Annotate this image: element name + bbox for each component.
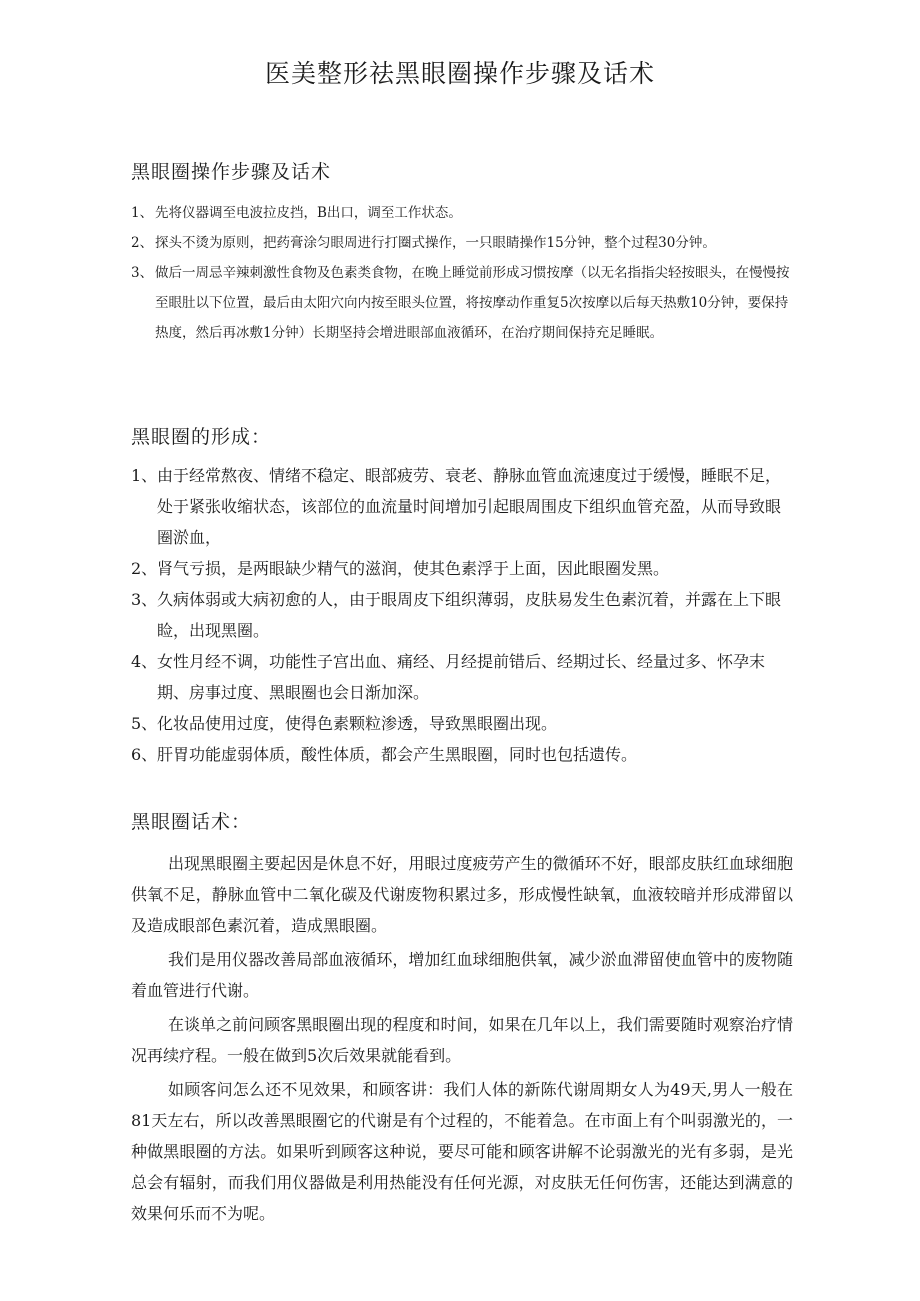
list-item xyxy=(131,228,796,258)
steps-heading: 黑眼圈操作步骤及话术 xyxy=(131,161,332,183)
script-body xyxy=(131,848,793,1232)
script-paragraph: 如顾客问怎么还不见效果，和顾客讲：我们人体的新陈代谢周期女人为49天,男人一般在81天左右，所以改善黑眼圈它的代谢是有个过程的，不能着急。在市面上有个叫弱激光的，一种做黑眼圈的方法。如果听到顾客这种说，要尽可能和顾客讲解不论弱激光的光有多弱，是光总会有辐射，而我们用仪器做是利用热能没有任何光源，对皮肤无任何伤害，还能达到满意的效果何乐而不为呢。 xyxy=(131,1080,793,1223)
list-item-number: 6、 xyxy=(131,745,158,764)
list-item-number: 4、 xyxy=(131,652,158,671)
list-item-number: 2、 xyxy=(131,559,158,578)
list-item-number: 3、 xyxy=(131,590,158,609)
script-paragraph: 出现黑眼圈主要起因是休息不好，用眼过度疲劳产生的微循环不好，眼部皮肤红血球细胞供氧不足，静脉血管中二氧化碳及代谢废物积累过多，形成慢性缺氧，血液较暗并形成滞留以及造成眼部色素沉着，造成黑眼圈。 xyxy=(131,854,793,935)
list-item-number: 5、 xyxy=(131,714,158,733)
causes-list xyxy=(131,460,796,770)
list-item-number: 3、 xyxy=(131,265,154,281)
list-item-number: 1、 xyxy=(131,466,158,485)
list-item xyxy=(131,460,796,553)
script-paragraph: 在谈单之前问顾客黑眼圈出现的程度和时间，如果在几年以上，我们需要随时观察治疗情况再续疗程。一般在做到5次后效果就能看到。 xyxy=(131,1015,793,1065)
list-item-text: 探头不烫为原则，把药膏涂匀眼周进行打圈式操作，一只眼睛操作15分钟，整个过程30分钟。 xyxy=(155,235,716,251)
steps-list xyxy=(131,198,796,348)
list-item xyxy=(131,258,796,348)
list-item-text: 女性月经不调，功能性子宫出血、痛经、月经提前错后、经期过长、经量过多、怀孕末期、房事过度、黑眼圈也会日渐加深。 xyxy=(157,652,766,702)
list-item-text: 肝胃功能虚弱体质，酸性体质，都会产生黑眼圈，同时也包括遗传。 xyxy=(157,745,638,764)
list-item-text: 由于经常熬夜、情绪不稳定、眼部疲劳、衰老、静脉血管血流速度过于缓慢，睡眠不足，处于紧张收缩状态，该部位的血流量时间增加引起眼周围皮下组织血管充盈，从而导致眼圈淤血， xyxy=(157,466,782,547)
causes-heading: 黑眼圈的形成： xyxy=(131,426,272,448)
list-item-text: 肾气亏损，是两眼缺少精气的滋润，使其色素浮于上面，因此眼圈发黑。 xyxy=(157,559,670,578)
list-item xyxy=(131,739,796,770)
list-item xyxy=(131,584,796,646)
list-item-text: 久病体弱或大病初愈的人，由于眼周皮下组织薄弱，皮肤易发生色素沉着，并露在上下眼睑，出现黑圈。 xyxy=(157,590,782,640)
list-item xyxy=(131,553,796,584)
list-item-text: 化妆品使用过度，使得色素颗粒渗透，导致黑眼圈出现。 xyxy=(157,714,558,733)
list-item-number: 2、 xyxy=(131,235,154,251)
script-paragraph: 我们是用仪器改善局部血液循环，增加红血球细胞供氧，减少淤血滞留使血管中的废物随着血管进行代谢。 xyxy=(131,950,793,1000)
list-item xyxy=(131,198,796,228)
script-heading: 黑眼圈话术： xyxy=(131,811,252,833)
list-item-text: 先将仪器调至电波拉皮挡，B出口，调至工作状态。 xyxy=(155,205,462,221)
list-item xyxy=(131,646,796,708)
document-title: 医美整形祛黑眼圈操作步骤及话术 xyxy=(264,59,655,88)
list-item-text: 做后一周忌辛辣刺激性食物及色素类食物，在晚上睡觉前形成习惯按摩（以无名指指尖轻按眼头，在慢慢按至眼肚以下位置，最后由太阳穴向内按至眼头位置，将按摩动作重复5次按摩以后每天热敷10分钟，要保持热度，然后再冰敷1分钟）长期坚持会增进眼部血液循环，在治疗期间保持充足睡眠。 xyxy=(155,265,790,341)
list-item-number: 1、 xyxy=(131,205,154,221)
list-item xyxy=(131,708,796,739)
